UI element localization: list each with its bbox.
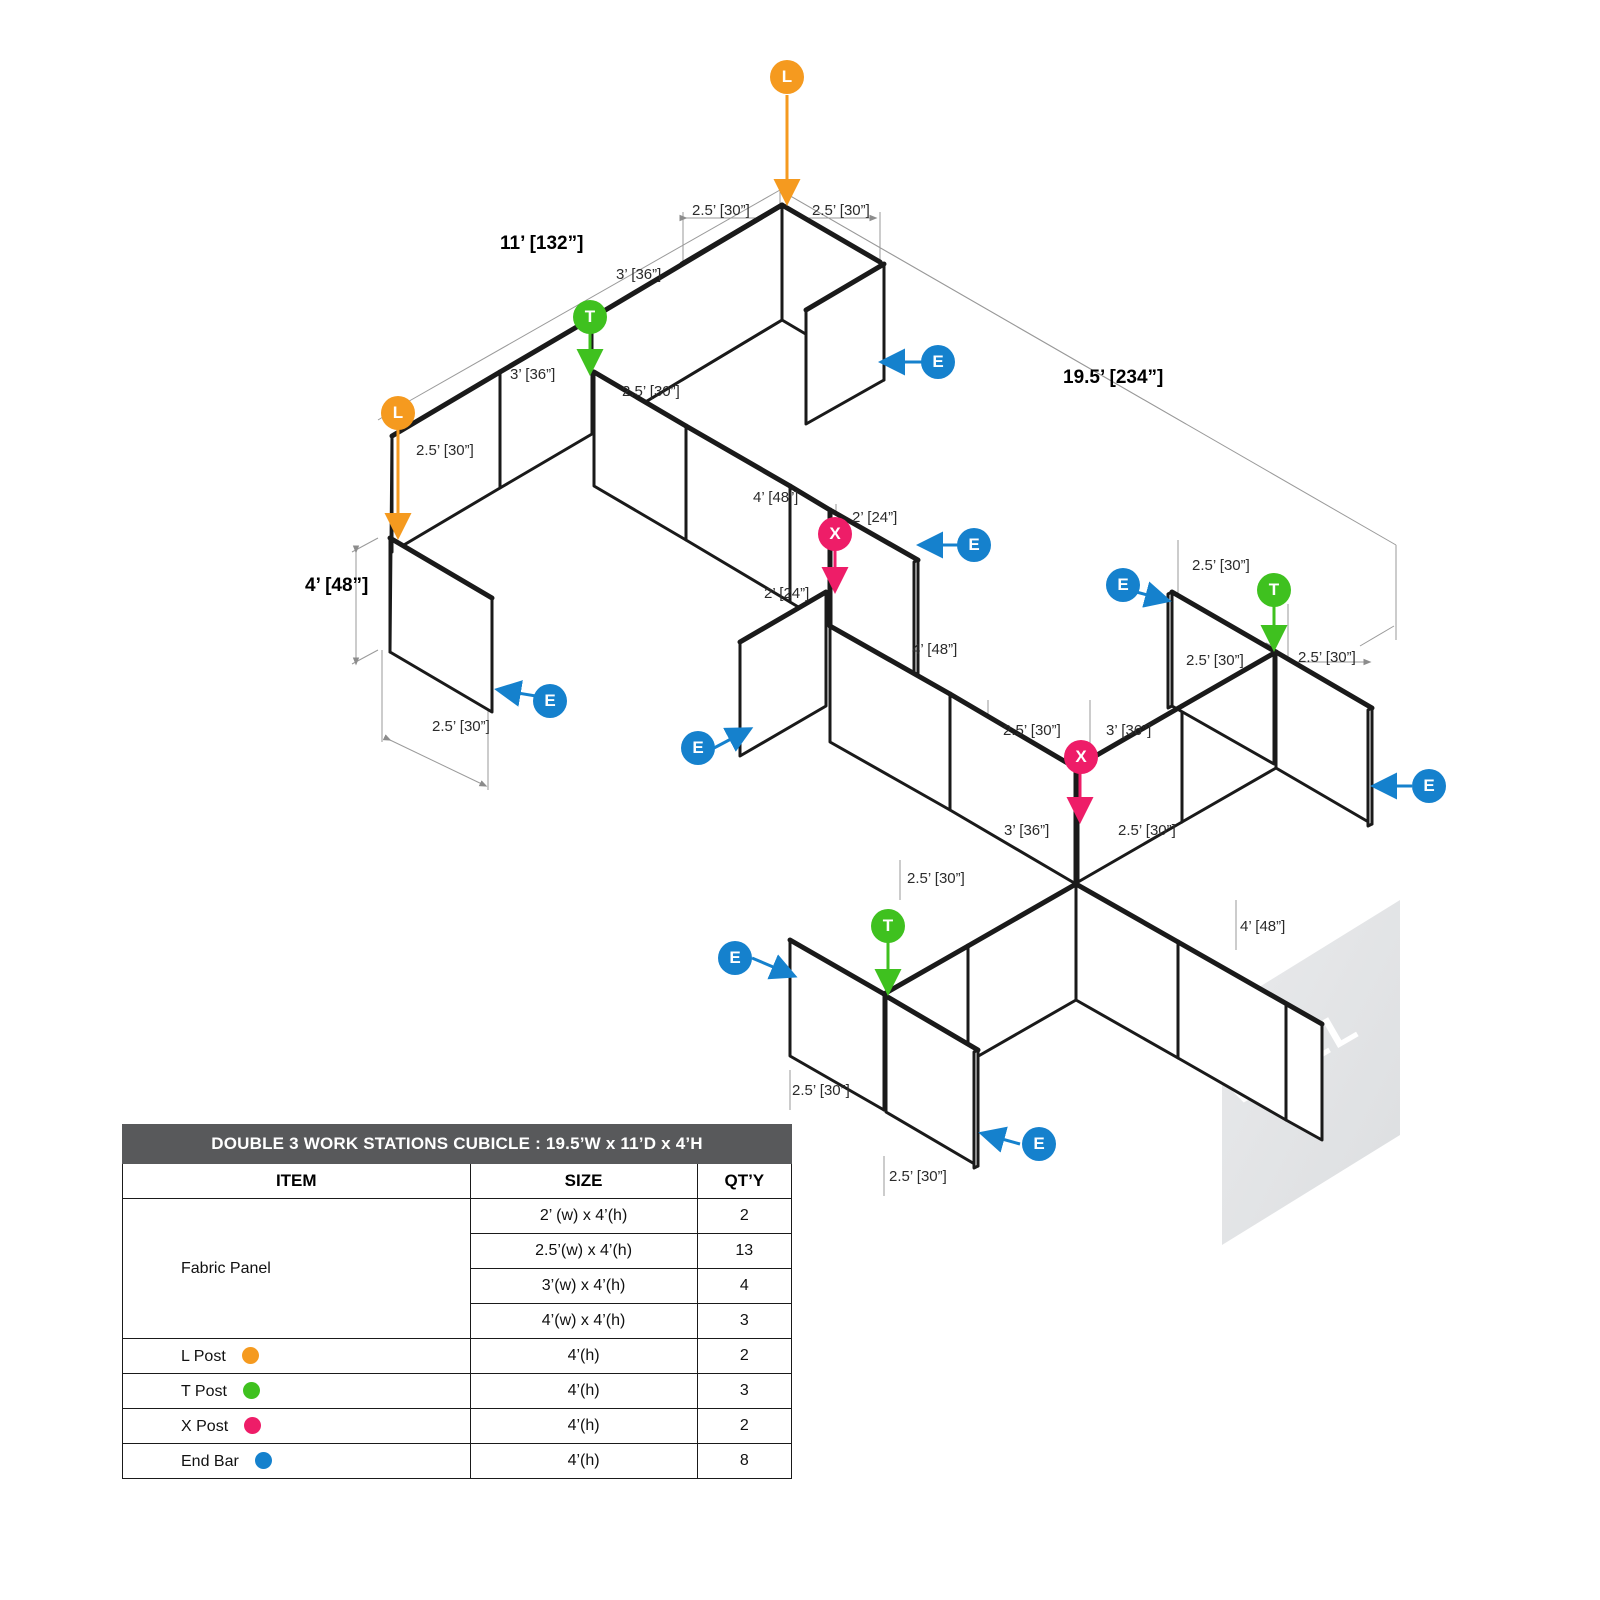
- bom-qty: 2: [697, 1339, 791, 1374]
- dim-label: 2.5’ [30”]: [812, 202, 870, 219]
- bom-size: 4’(h): [470, 1409, 697, 1444]
- table-row: [123, 1339, 792, 1374]
- dim-label: 2.5’ [30”]: [432, 718, 490, 735]
- bom-size: 3’(w) x 4’(h): [470, 1269, 697, 1304]
- dim-label: 2.5’ [30”]: [692, 202, 750, 219]
- bom-size: 4’(h): [470, 1339, 697, 1374]
- badge-end-bar[interactable]: E: [1022, 1127, 1056, 1161]
- bom-title-row: [123, 1125, 792, 1164]
- bom-qty: 8: [697, 1444, 791, 1479]
- bom-item-end-bar: [123, 1444, 471, 1479]
- badge-end-bar[interactable]: E: [921, 345, 955, 379]
- bom-qty: 2: [697, 1409, 791, 1444]
- dim-label: 2’ [24”]: [764, 585, 810, 602]
- badge-l-post[interactable]: L: [381, 396, 415, 430]
- bom-size: 2.5’(w) x 4’(h): [470, 1234, 697, 1269]
- bom-qty: 3: [697, 1304, 791, 1339]
- bill-of-materials-table: [122, 1124, 792, 1479]
- table-row: [123, 1374, 792, 1409]
- bom-item-x-post: [123, 1409, 471, 1444]
- dim-overall-height: 4’ [48”]: [305, 575, 369, 596]
- bom-header-size: SIZE: [470, 1164, 697, 1199]
- bom-size: 4’(h): [470, 1444, 697, 1479]
- dim-overall-width: 19.5’ [234”]: [1063, 367, 1164, 388]
- badge-t-post[interactable]: T: [871, 909, 905, 943]
- bom-title: DOUBLE 3 WORK STATIONS CUBICLE : 19.5’W x 11’D x 4’H: [123, 1125, 792, 1164]
- bom-qty: 2: [697, 1199, 791, 1234]
- table-row: [123, 1444, 792, 1479]
- dim-label: 2.5’ [30”]: [907, 870, 965, 887]
- bom-header-qty: QT’Y: [697, 1164, 791, 1199]
- dim-label: 2.5’ [30”]: [416, 442, 474, 459]
- dim-label: 4’ [48”]: [753, 489, 799, 506]
- badge-x-post[interactable]: X: [818, 517, 852, 551]
- dim-label: 4’ [48”]: [1240, 918, 1286, 935]
- dim-label: 2.5’ [30”]: [889, 1168, 947, 1185]
- bom-item-label: L Post: [181, 1347, 226, 1365]
- table-row: [123, 1199, 792, 1234]
- dim-label: 3’ [36”]: [616, 266, 662, 283]
- dim-label: 3’ [36”]: [510, 366, 556, 383]
- badge-l-post[interactable]: L: [770, 60, 804, 94]
- dim-label: 4’ [48”]: [912, 641, 958, 658]
- l-post-color-dot: [242, 1347, 259, 1364]
- bom-item-t-post: [123, 1374, 471, 1409]
- badge-end-bar[interactable]: E: [533, 684, 567, 718]
- bom-qty: 3: [697, 1374, 791, 1409]
- bom-item-l-post: [123, 1339, 471, 1374]
- bom-size: 4’(w) x 4’(h): [470, 1304, 697, 1339]
- dim-label: 2.5’ [30”]: [622, 383, 680, 400]
- dim-label: 2.5’ [30”]: [1003, 722, 1061, 739]
- badge-end-bar[interactable]: E: [718, 941, 752, 975]
- bom-item-fabric-panel: Fabric Panel: [123, 1199, 471, 1339]
- badge-end-bar[interactable]: E: [681, 731, 715, 765]
- badge-end-bar[interactable]: E: [957, 528, 991, 562]
- dim-label: 3’ [36”]: [1004, 822, 1050, 839]
- bom-size: 4’(h): [470, 1374, 697, 1409]
- table-row: [123, 1409, 792, 1444]
- badge-x-post[interactable]: X: [1064, 740, 1098, 774]
- bom-qty: 4: [697, 1269, 791, 1304]
- bom-qty: 13: [697, 1234, 791, 1269]
- badge-t-post[interactable]: T: [1257, 573, 1291, 607]
- badge-end-bar[interactable]: E: [1412, 769, 1446, 803]
- bom-size: 2’ (w) x 4’(h): [470, 1199, 697, 1234]
- bom-item-label: End Bar: [181, 1452, 239, 1470]
- bom-item-label: X Post: [181, 1417, 229, 1435]
- dim-label: 2.5’ [30”]: [1186, 652, 1244, 669]
- dim-label: 3’ [36”]: [1106, 722, 1152, 739]
- dim-overall-depth: 11’ [132”]: [500, 233, 584, 254]
- end-bar-color-dot: [255, 1452, 272, 1469]
- bom-header-item: ITEM: [123, 1164, 471, 1199]
- dim-label: 2’ [24”]: [852, 509, 898, 526]
- x-post-color-dot: [244, 1417, 261, 1434]
- bom-header-row: [123, 1164, 792, 1199]
- dim-label: 2.5’ [30”]: [1192, 557, 1250, 574]
- badge-t-post[interactable]: T: [573, 300, 607, 334]
- dim-label: 2.5’ [30”]: [792, 1082, 850, 1099]
- t-post-color-dot: [243, 1382, 260, 1399]
- dim-label: 2.5’ [30”]: [1118, 822, 1176, 839]
- dim-label: 2.5’ [30”]: [1298, 649, 1356, 666]
- badge-end-bar[interactable]: E: [1106, 568, 1140, 602]
- bom-item-label: T Post: [181, 1382, 227, 1400]
